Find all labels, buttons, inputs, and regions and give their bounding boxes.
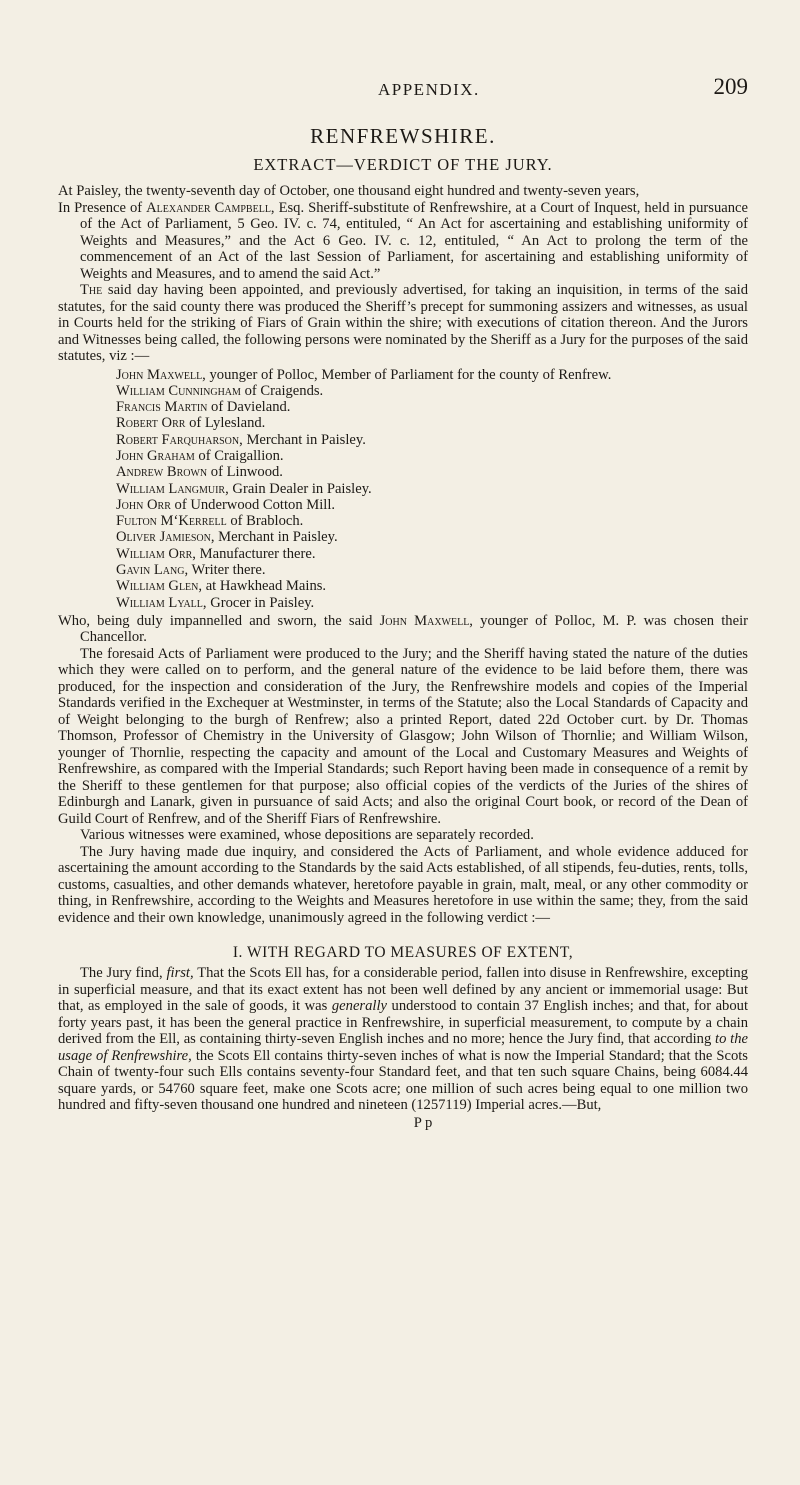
juror-entry — [116, 513, 748, 529]
juror-description: of Craigallion. — [198, 447, 284, 464]
juror-entry — [116, 546, 748, 562]
running-title: APPENDIX. — [378, 80, 480, 99]
measures-part1: That the Scots Ell has, for a considerable period, fallen into disuse in Renfrewshire, excepting in superficial measure, and that its exact extent has not been well defined by any ancient or immemorial usage: But that, as employed in the sale of goods, it was — [58, 965, 748, 1015]
juror-name: Francis Martin — [116, 399, 208, 416]
appointment-paragraph — [58, 282, 748, 365]
measures-part2: understood to contain 37 English inches; and that, for about forty years past, it has been the general practice in Renfrewshire, in superficial measurement, to compute by a chain derived from the Ell, as containing thirty-seven English inches and no more; hence the Jury find, that according — [58, 998, 749, 1048]
juror-name: Oliver Jamieson, — [116, 529, 215, 546]
juror-entry — [116, 578, 748, 594]
juror-name: Fulton M‘Kerrell — [116, 513, 227, 530]
juror-description: of Lylesland. — [189, 415, 266, 432]
chancellor-name: John Maxwell, — [379, 612, 473, 629]
sheriff-name: Alexander Campbell, — [146, 199, 275, 216]
section-heading: I. WITH REGARD TO MEASURES OF EXTENT, — [232, 944, 574, 962]
measures-generally: generally — [331, 998, 387, 1015]
juror-description: Grain Dealer in Paisley. — [232, 480, 372, 497]
signature-mark: P p — [413, 1114, 433, 1131]
juror-name: Gavin Lang, — [116, 562, 189, 579]
chancellor-before: Who, being duly impannelled and sworn, the said — [58, 612, 373, 629]
juror-description: of Brabloch. — [230, 513, 304, 530]
juror-description: Writer there. — [191, 562, 266, 579]
juror-description: of Linwood. — [210, 464, 283, 481]
juror-name: Robert Farquharson, — [116, 431, 243, 448]
juror-name: Robert Orr — [116, 415, 186, 432]
juror-description: Merchant in Paisley. — [246, 431, 366, 448]
juror-description: Grocer in Paisley. — [210, 594, 315, 611]
juror-entry — [116, 529, 748, 545]
juror-entry — [116, 595, 748, 611]
juror-description: at Hawkhead Mains. — [205, 578, 327, 595]
juror-name: Andrew Brown — [116, 464, 208, 481]
juror-name: John Maxwell, — [116, 366, 206, 383]
juror-description: Manufacturer there. — [199, 545, 316, 562]
juror-description: of Craigends. — [244, 382, 324, 399]
page-number: 209 — [713, 74, 748, 99]
document-subtitle: EXTRACT—VERDICT OF THE JURY. — [253, 155, 553, 174]
chancellor-paragraph — [58, 613, 748, 646]
inquiry-paragraph: The Jury having made due inquiry, and considered the Acts of Parliament, and whole evidence adduced for ascertaining the amount according to the Standards by the said Acts established, of all stipends, feu-duties, rents, tolls, customs, casualties, and other demands whatever, heretofore payable in grain, malt, meal, or any other commodity or thing, in Renfrewshire, according to the Weights and Measures heretofore in use within the same; they, from the said evidence and their own knowledge, unanimously agreed in the following verdict :— — [58, 843, 748, 926]
juror-entry — [116, 481, 748, 497]
date-line: At Paisley, the twenty-seventh day of October, one thousand eight hundred and twenty-seven years, — [58, 183, 640, 199]
juror-description: of Underwood Cotton Mill. — [174, 496, 336, 513]
presence-paragraph — [58, 200, 748, 283]
juror-entry — [116, 415, 748, 431]
evidence-paragraph: The foresaid Acts of Parliament were produced to the Jury; and the Sheriff having stated the nature of the duties which they were called on to perform, and the general nature of the evidence to be laid before them, there was produced, for the inspection and consideration of the Jury, the Renfrewshire models and copies of the Imperial Standards verified in the Exchequer at Westminster, in terms of the Statute; also the Local Standards of Capacity and of Weight belonging to the burgh of Renfrew; also a printed Report, dated 22d October curt. by Dr. Thomas Thomson, Professor of Chemistry in the University of Glasgow; John Wilson of Thornlie; and William Wilson, younger of Thornlie, respecting the capacity and amount of the Local and Customary Measures and Weights of Renfrewshire, as compared with the Imperial Standards; such Report having been made in consequence of a remit by the Sheriff to these gentlemen for that purpose; also official copies of the verdicts of the Juries of the shires of Edinburgh and Lanark, given in pursuance of said Acts; and also the original Court book, or record of the Dean of Guild Court of Renfrew, and of the Sheriff Fiars of Renfrewshire. — [58, 645, 748, 827]
juror-entry — [116, 464, 748, 480]
measures-first: first, — [166, 965, 194, 982]
juror-entry — [116, 399, 748, 415]
juror-entry — [116, 448, 748, 464]
juror-entry — [116, 497, 748, 513]
running-head — [58, 62, 748, 102]
presence-text: Esq. Sheriff-substitute of Renfrewshire, at a Court of Inquest, held in pursuance of the Act of Parliament, 5 Geo. IV. c. 74, entituled, “ An Act for ascertaining and establishing uniformity of Weights and Measures,” and the Act 6 Geo. IV. c. 12, entituled, “ An Act to prolong the term of the commencement of an Act of the last Session of Parliament, for ascertaining and establishing uniformity of Weights and Measures, and to amend the said Act.” — [80, 199, 748, 282]
juror-name: William Orr, — [116, 545, 196, 562]
juror-name: John Orr — [116, 496, 171, 513]
juror-name: William Cunningham — [116, 382, 241, 399]
juror-name: William Langmuir, — [116, 480, 229, 497]
document-title: RENFREWSHIRE. — [310, 124, 496, 148]
witnesses-paragraph: Various witnesses were examined, whose depositions are separately recorded. — [80, 827, 534, 844]
juror-entry — [116, 432, 748, 448]
juror-description: younger of Polloc, Member of Parliament for the county of Renfrew. — [209, 366, 612, 383]
chancellor-after: younger of Polloc, M. P. was chosen their Chancellor. — [80, 612, 748, 646]
juror-description: of Davieland. — [211, 399, 291, 416]
presence-intro: In Presence of — [58, 199, 143, 216]
appointment-lead: The — [80, 282, 103, 298]
measures-paragraph — [58, 965, 748, 1114]
measures-usage: to the usage of Renfrewshire, — [58, 1031, 748, 1064]
measures-part3: the Scots Ell contains thirty-seven inches of what is now the Imperial Standard; that the Scots Chain of twenty-four such Ells contains seventy-four Standard feet, and that ten such square Chains, being 6084.44 square yards, or 54760 square feet, make one Scots acre; one million of such acres being equal to one million two hundred and fifty-seven thousand one hundred and nineteen (1257119) Imperial acres.—But, — [58, 1047, 748, 1114]
appointment-text: said day having been appointed, and previously advertised, for taking an inquisition, in terms of the said statutes, for the said county there was produced the Sheriff’s precept for summoning assizers and witnesses, as usual in Courts held for the striking of Fiars of Grain within the shire; with executions of citation thereon. And the Jurors and Witnesses being called, the following persons were nominated by the Sheriff as a Jury for the purposes of the said statutes, viz :— — [58, 282, 748, 364]
juror-entry — [116, 383, 748, 399]
juror-list — [116, 367, 748, 611]
juror-entry — [116, 367, 748, 383]
measures-lead: The Jury find, — [80, 965, 163, 982]
juror-description: Merchant in Paisley. — [218, 529, 338, 546]
juror-entry — [116, 562, 748, 578]
juror-name: William Lyall, — [116, 594, 207, 611]
juror-name: William Glen, — [116, 578, 203, 595]
juror-name: John Graham — [116, 447, 195, 464]
